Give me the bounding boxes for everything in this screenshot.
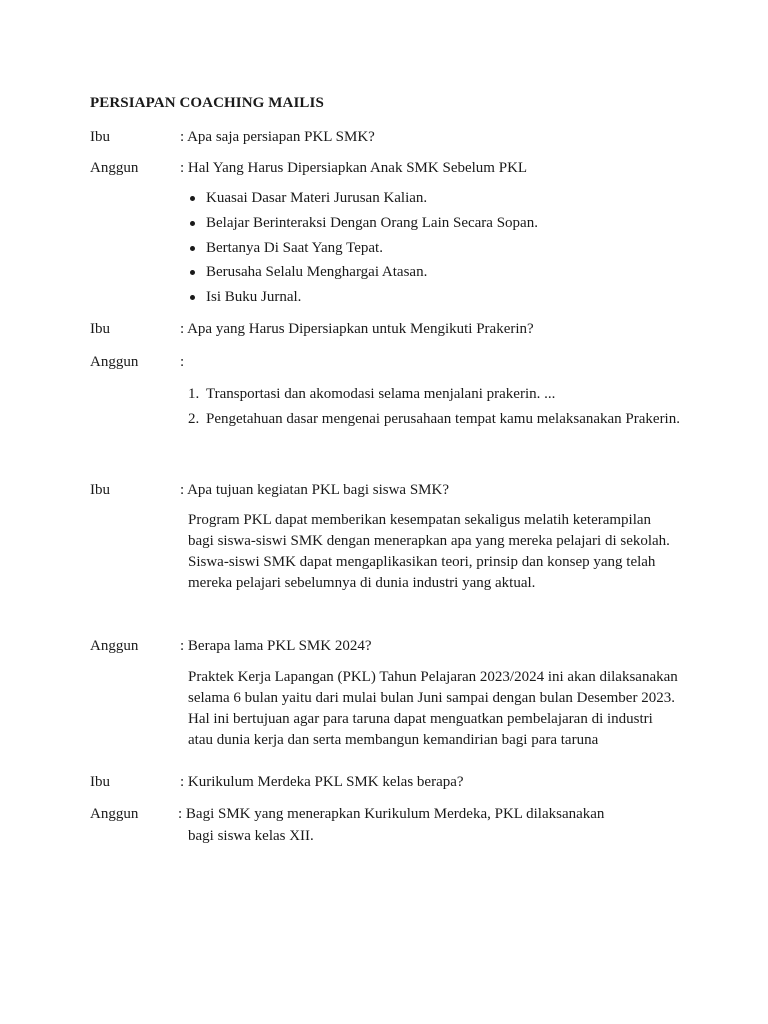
list-item: Isi Buku Jurnal. (188, 287, 538, 312)
list-item-text: Transportasi dan akomodasi selama menjalani prakerin. ... (206, 386, 556, 402)
speaker-label: Ibu (90, 774, 110, 790)
speaker-label: Anggun (90, 354, 139, 370)
dialogue-line: : Apa tujuan kegiatan PKL bagi siswa SMK? (180, 482, 449, 498)
speaker-label: Anggun (90, 638, 139, 654)
numbered-list (188, 384, 688, 434)
answer-paragraph: Program PKL dapat memberikan kesempatan sekaligus melatih keterampilan bagi siswa-siswi SMK dengan menerapkan apa yang mereka pelajari di sekolah. Siswa-siswi SMK dapat mengaplikasikan teori, prinsip dan konsep yang telah mereka pelajari sebelumnya di dunia industri yang aktual. (188, 512, 670, 591)
answer-paragraph: Praktek Kerja Lapangan (PKL) Tahun Pelajaran 2023/2024 ini akan dilaksanakan selama 6 bulan yaitu dari mulai bulan Juni sampai dengan bulan Desember 2023. Hal ini bertujuan agar para taruna dapat menguatkan pembelajaran di industri atau dunia kerja dan serta membangun kemandirian bagi para taruna (188, 669, 678, 748)
list-item: Belajar Berinteraksi Dengan Orang Lain Secara Sopan. (188, 213, 538, 238)
document-title: PERSIAPAN COACHING MAILIS (90, 95, 324, 111)
dialogue-line: : Hal Yang Harus Dipersiapkan Anak SMK Sebelum PKL (180, 160, 528, 176)
speaker-label: Ibu (90, 321, 110, 337)
list-item (188, 384, 688, 405)
list-number: 2. (188, 411, 200, 427)
dialogue-line: : Berapa lama PKL SMK 2024? (180, 638, 372, 654)
list-item (188, 409, 688, 430)
dialogue-line: : Apa saja persiapan PKL SMK? (180, 129, 375, 145)
list-item: Bertanya Di Saat Yang Tepat. (188, 238, 538, 263)
list-number: 1. (188, 386, 200, 402)
speaker-label: Ibu (90, 482, 110, 498)
dialogue-line: : Apa yang Harus Dipersiapkan untuk Mengikuti Prakerin? (180, 321, 534, 337)
speaker-label: Anggun (90, 160, 139, 176)
bullet-list (188, 188, 538, 312)
list-item: Berusaha Selalu Menghargai Atasan. (188, 262, 538, 287)
dialogue-line: : Bagi SMK yang menerapkan Kurikulum Merdeka, PKL dilaksanakan (178, 806, 605, 822)
list-item-text: Pengetahuan dasar mengenai perusahaan tempat kamu melaksanakan Prakerin. (206, 411, 680, 427)
dialogue-line: : (180, 354, 185, 370)
dialogue-line: : Kurikulum Merdeka PKL SMK kelas berapa? (180, 774, 464, 790)
speaker-label: Anggun (90, 806, 139, 822)
speaker-label: Ibu (90, 129, 110, 145)
dialogue-continuation: bagi siswa kelas XII. (188, 828, 314, 844)
list-item: Kuasai Dasar Materi Jurusan Kalian. (188, 188, 538, 213)
